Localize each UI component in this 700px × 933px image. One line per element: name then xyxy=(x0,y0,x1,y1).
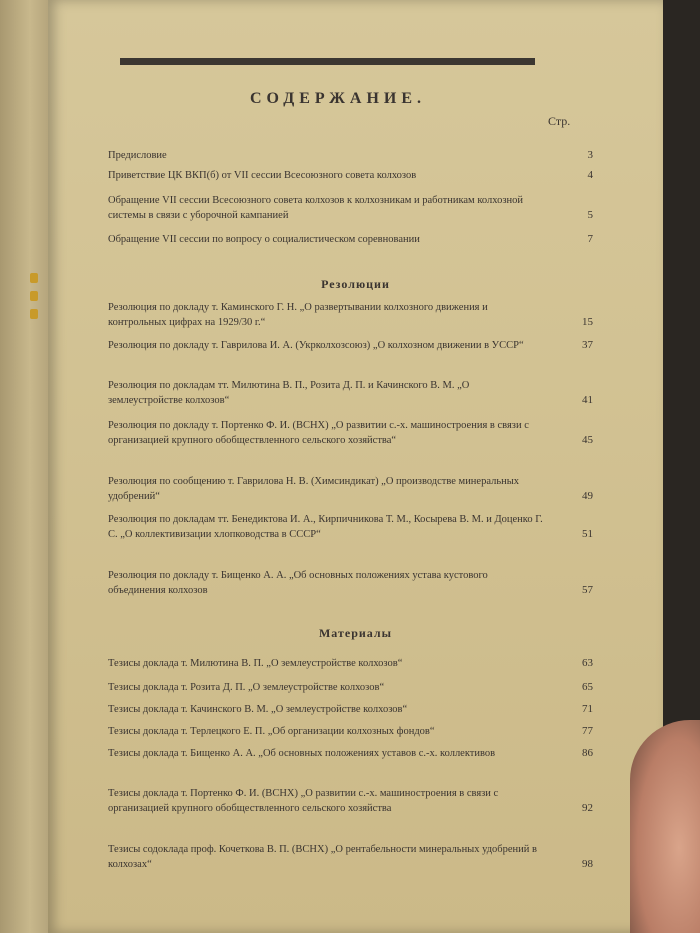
toc-entry-text: Резолюция по докладу т. Портенко Ф. И. (ВСНХ) „О развитии с.-х. машиностроения в связи с организацией крупного обобществленного сельского хозяйства“ xyxy=(108,420,529,446)
book-left-edge xyxy=(0,0,50,933)
toc-entry-text: Тезисы доклада т. Портенко Ф. И. (ВСНХ) „О развитии с.-х. машиностроения в связи с организацией крупного обобществленного сельского хозяйства xyxy=(108,788,499,814)
toc-entry-page: 86 xyxy=(582,747,593,759)
toc-entry-page: 63 xyxy=(582,657,593,669)
toc-entry-text: Резолюция по докладам тт. Милютина В. П., Розита Д. П. и Качинского В. М. „О землеустройстве колхозов“ xyxy=(108,380,470,406)
toc-entry-text: Резолюция по докладу т. Бищенко А. А. „Об основных положениях устава кустового объединения колхозов xyxy=(108,570,488,596)
toc-entry-page: 3 xyxy=(587,149,593,161)
header-rule xyxy=(120,58,535,65)
toc-entry xyxy=(108,512,593,542)
toc-entry xyxy=(108,474,593,504)
toc-entry-text: Тезисы доклада т. Качинского В. М. „О землеустройстве колхозов“ xyxy=(108,704,408,715)
toc-entry-text: Резолюция по докладу т. Гаврилова И. А. (Укрколхозсоюз) „О колхозном движении в УССР“ xyxy=(108,340,524,351)
toc-entry-page: 51 xyxy=(582,528,593,540)
page-column-header: Стр. xyxy=(548,114,571,128)
toc-entry-text: Тезисы доклада т. Розита Д. П. „О землеустройстве колхозов“ xyxy=(108,682,385,693)
toc-entry xyxy=(108,746,593,761)
toc-entry xyxy=(108,568,593,598)
toc-entry-text: Обращение VII сессии по вопросу о социалистическом соревновании xyxy=(108,234,420,245)
toc-entry-page: 7 xyxy=(587,233,593,245)
toc-entry-page: 71 xyxy=(582,703,593,715)
toc-entry-text: Предисловие xyxy=(108,150,167,161)
toc-entry xyxy=(108,724,593,739)
toc-entry xyxy=(108,680,593,695)
toc-entry xyxy=(108,338,593,353)
toc-entry-text: Приветствие ЦК ВКП(б) от VII сессии Всесоюзного совета колхозов xyxy=(108,170,417,181)
page-title: СОДЕРЖАНИЕ. xyxy=(249,90,427,107)
holding-hand xyxy=(630,720,700,933)
toc-entry-text: Резолюция по сообщению т. Гаврилова Н. В. (Химсиндикат) „О производстве минеральных удобрений“ xyxy=(108,476,520,502)
toc-entry-page: 5 xyxy=(587,209,593,221)
toc-entry-text: Обращение VII сессии Всесоюзного совета колхозов к колхозникам и работникам колхозной системы в связи с уборочной кампанией xyxy=(108,195,523,221)
toc-entry xyxy=(108,168,593,183)
toc-entry xyxy=(108,786,593,816)
section-heading-materials: Материалы xyxy=(318,626,393,640)
toc-entry xyxy=(108,842,593,872)
toc-entry xyxy=(108,232,593,247)
binding-staples xyxy=(30,265,40,345)
toc-entry-page: 45 xyxy=(582,434,593,446)
toc-entry-text: Тезисы доклада т. Терлецкого Е. П. „Об организации колхозных фондов“ xyxy=(108,726,435,737)
contents-page xyxy=(48,0,663,933)
toc-entry xyxy=(108,656,593,671)
toc-entry-text: Тезисы доклада т. Милютина В. П. „О землеустройстве колхозов“ xyxy=(108,658,403,669)
toc-entry xyxy=(108,193,593,223)
section-heading-resolutions: Резолюции xyxy=(321,277,390,291)
toc-entry-text: Резолюция по докладам тт. Бенедиктова И. А., Кирпичникова Т. М., Косырева В. М. и Доценко Г. С. „О коллективизации хлопководства в СССР“ xyxy=(108,514,543,540)
toc-entry-page: 57 xyxy=(582,584,593,596)
toc-entry-page: 92 xyxy=(582,802,593,814)
toc-entry-text: Тезисы доклада т. Бищенко А. А. „Об основных положениях уставов с.-х. коллективов xyxy=(108,748,496,759)
toc-entry-text: Резолюция по докладу т. Каминского Г. Н. „О развертывании колхозного движения и контрольных цифрах на 1929/30 г.“ xyxy=(108,302,488,328)
toc-entry-page: 98 xyxy=(582,858,593,870)
toc-entry xyxy=(108,300,593,330)
toc-entry xyxy=(108,702,593,717)
toc-entry xyxy=(108,148,593,163)
toc-entry-page: 77 xyxy=(582,725,593,737)
toc-entry-page: 41 xyxy=(582,394,593,406)
toc-entry-page: 4 xyxy=(587,169,593,181)
toc-entry xyxy=(108,418,593,448)
toc-entry-page: 49 xyxy=(582,490,593,502)
toc-entry-page: 15 xyxy=(582,316,593,328)
toc-entry-text: Тезисы содоклада проф. Кочеткова В. П. (ВСНХ) „О рентабельности минеральных удобрений в колхозах“ xyxy=(108,844,537,870)
toc-entry-page: 65 xyxy=(582,681,593,693)
toc-entry xyxy=(108,378,593,408)
toc-entry-page: 37 xyxy=(582,339,593,351)
